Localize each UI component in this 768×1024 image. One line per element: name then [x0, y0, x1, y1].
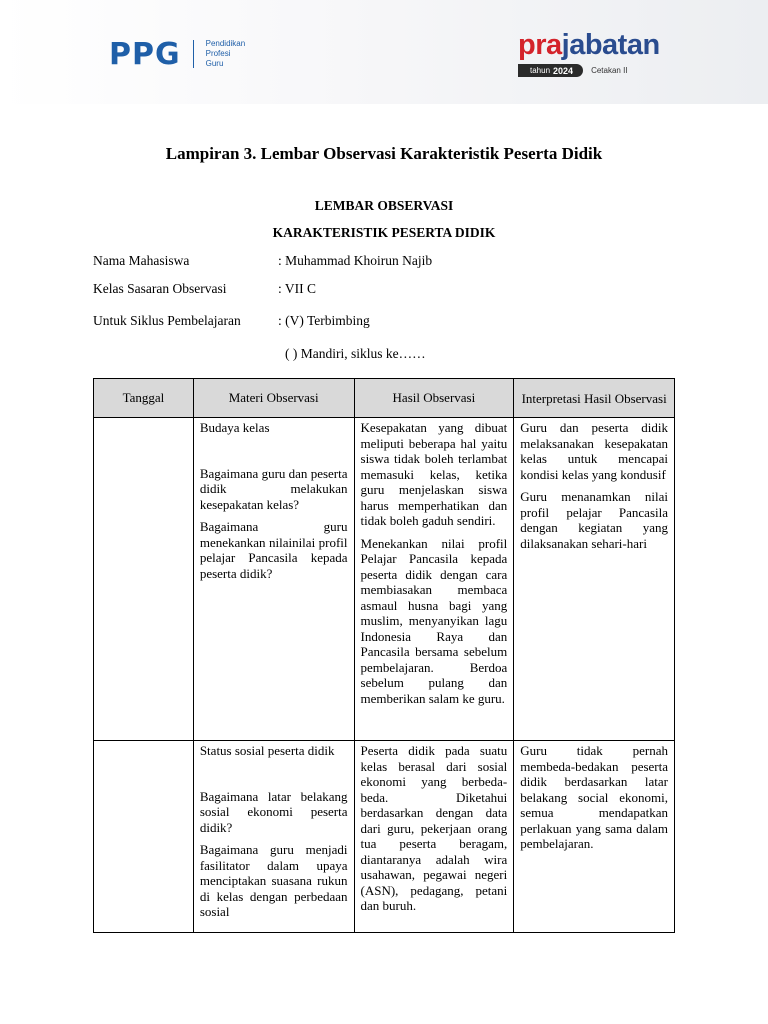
- observation-table: [93, 378, 675, 933]
- subtitle-karakteristik: KARAKTERISTIK PESERTA DIDIK: [272, 225, 496, 240]
- header-tanggal: Tanggal: [94, 379, 194, 418]
- kelas-value: : VII C: [278, 281, 317, 296]
- ppg-sub-line: Pendidikan: [205, 39, 246, 48]
- table-row: [94, 741, 675, 933]
- header-hasil: Hasil Observasi: [354, 379, 514, 418]
- badge-prefix: tahun: [530, 66, 551, 75]
- ppg-logo-text: PPG: [109, 36, 181, 72]
- hasil-paragraph: Menekankan nilai profil Pelajar Pancasila kepada peserta didik dengan cara membiasakan membaca asmaul husna bagi yang muslim, menyanyikan lagu Indonesia Raya dan Pancasila bersama sebelum pembelajaran. Berdoa sebelum pulang dan memberikan salam ke guru.: [360, 535, 508, 706]
- ppg-sub-line: Guru: [205, 59, 224, 68]
- year-badge: [518, 64, 583, 77]
- nama-value: : Muhammad Khoirun Najib: [278, 253, 433, 268]
- materi-question: Bagaimana latar belakang sosial ekonomi peserta didik?: [199, 788, 348, 835]
- kelas-label: Kelas Sasaran Observasi: [93, 281, 227, 296]
- siklus-value-mandiri: ( ) Mandiri, siklus ke……: [285, 346, 426, 361]
- ppg-logo-subtitle: [206, 39, 246, 69]
- header-banner: [0, 0, 768, 104]
- prajabatan-part2: jabatan: [561, 29, 660, 61]
- cell-tanggal: [94, 741, 194, 933]
- interpretasi-paragraph: Guru tidak pernah membeda-bedakan peserta didik berdasarkan latar belakang social ekonomi, semua mendapatkan perlakuan yang sama dalam pembelajaran.: [520, 743, 668, 851]
- materi-question: Bagaimana guru dan peserta didik melakukan kesepakatan kelas?: [199, 465, 348, 512]
- prajabatan-part1: pra: [518, 29, 562, 61]
- interpretasi-paragraph: Guru menanamkan nilai profil pelajar Pancasila dengan kegiatan yang dilaksanakan sehari-hari: [520, 489, 668, 551]
- prajabatan-logo: [518, 30, 668, 77]
- table-header-row: [94, 379, 675, 418]
- page-title: Lampiran 3. Lembar Observasi Karakteristik Peserta Didik: [165, 144, 603, 163]
- cell-tanggal: [94, 418, 194, 741]
- hasil-paragraph: Kesepakatan yang dibuat meliputi beberapa hal yaitu siswa tidak boleh terlambat memasuki kelas, ketika guru menjelaskan siswa harus memperhatikan dan tidak boleh gaduh sendiri.: [360, 420, 508, 528]
- header-materi: Materi Observasi: [193, 379, 354, 418]
- header-interpretasi: Interpretasi Hasil Observasi: [514, 379, 675, 418]
- logo-divider: [193, 40, 194, 68]
- cell-materi: [193, 418, 354, 741]
- cell-interpretasi: [514, 741, 675, 933]
- cell-hasil: [354, 741, 514, 933]
- materi-topic: Status sosial peserta didik: [199, 743, 335, 758]
- materi-topic: Budaya kelas: [199, 420, 270, 435]
- subtitle-lembar: LEMBAR OBSERVASI: [314, 198, 454, 213]
- materi-question: Bagaimana guru menekankan nilainilai profil pelajar Pancasila kepada peserta didik?: [199, 519, 348, 581]
- siklus-value: : (V) Terbimbing: [278, 313, 370, 328]
- cell-interpretasi: [514, 418, 675, 741]
- hasil-paragraph: Peserta didik pada suatu kelas berasal dari sosial ekonomi yang berbeda-beda. Diketahui berdasarkan dengan data dari guru, pekerjaan orang tua peserta beragam, diantaranya adalah wira usahawan, pegawai negeri (ASN), pedagang, petani dan buruh.: [360, 743, 508, 913]
- ppg-logo: [109, 38, 245, 70]
- nama-label: Nama Mahasiswa: [93, 253, 190, 268]
- badge-year: 2024: [553, 65, 574, 76]
- table-row: [94, 418, 675, 741]
- cell-hasil: [354, 418, 514, 741]
- cetakan-label: Cetakan II: [591, 66, 628, 75]
- materi-question: Bagaimana guru menjadi fasilitator dalam upaya menciptakan suasana rukun di kelas dengan perbedaan sosial: [199, 842, 348, 919]
- cell-materi: [193, 741, 354, 933]
- prajabatan-wordmark: [518, 30, 668, 60]
- siklus-label: Untuk Siklus Pembelajaran: [93, 313, 241, 328]
- ppg-sub-line: Profesi: [205, 49, 231, 58]
- interpretasi-paragraph: Guru dan peserta didik melaksanakan kesepakatan kelas untuk mencapai kondisi kelas yang kondusif: [520, 420, 668, 482]
